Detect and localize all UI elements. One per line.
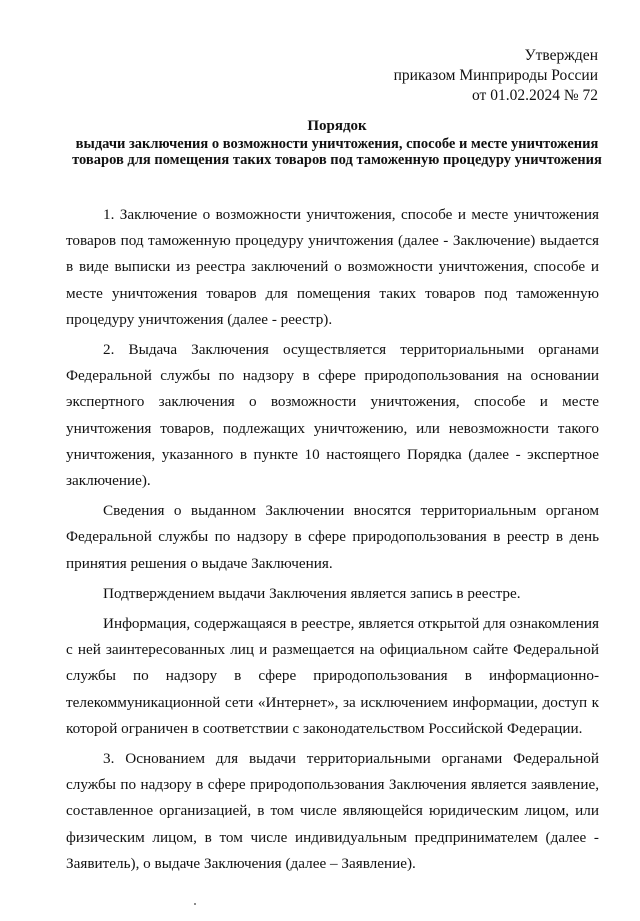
approval-line-order: приказом Минприроды России [393, 67, 598, 84]
paragraph-1: 1. Заключение о возможности уничтожения, способе и месте уничтожения товаров под таможенную процедуру уничтожения (далее - Заключение) выдается в виде выписки из реестра заключений о возможности уничтожения, способе и месте уничтожения товаров для помещения таких товаров под таможенную процедуру уничтожения (далее - реестр). [66, 206, 599, 328]
approval-stamp [394, 46, 598, 106]
scan-speck [194, 903, 196, 905]
approval-line-date-number: от 01.02.2024 № 72 [472, 87, 598, 104]
paragraph-3: Сведения о выданном Заключении вносятся территориальным органом Федеральной службы по надзору в сфере природопользования в реестр в день принятия решения о выдаче Заключения. [66, 502, 599, 572]
title-subtitle: выдачи заключения о возможности уничтожения, способе и месте уничтожения товаров для помещения таких товаров под таможенную процедуру уничтожения [72, 135, 602, 168]
document-body [66, 202, 599, 881]
document-title [70, 118, 604, 169]
paragraph-2: 2. Выдача Заключения осуществляется территориальными органами Федеральной службы по надзору в сфере природопользования на основании экспертного заключения о возможности уничтожения, способе и месте уничтожения товаров, подлежащих уничтожению, или невозможности такого уничтожения, указанного в пункте 10 настоящего Порядка (далее - экспертное заключение). [66, 341, 599, 490]
paragraph-4: Подтверждением выдачи Заключения является запись в реестре. [103, 584, 521, 602]
paragraph-5: Информация, содержащаяся в реестре, является открытой для ознакомления с ней заинтересованных лиц и размещается на официальном сайте Федеральной службы по надзору в сфере природопользования в информационно-телекоммуникационной сети «Интернет», за исключением информации, доступ к которой ограничен в соответствии с законодательством Российской Федерации. [66, 615, 599, 737]
title-heading: Порядок [307, 118, 367, 134]
paragraph-6: 3. Основанием для выдачи территориальными органами Федеральной службы по надзору в сфере природопользования Заключения является заявление, составленное организацией, в том числе являющейся юридическим лицом, или физическим лицом, в том числе индивидуальным предпринимателем (далее - Заявитель), о выдаче Заключения (далее – Заявление). [66, 750, 599, 872]
approval-line-approved: Утвержден [524, 47, 598, 64]
